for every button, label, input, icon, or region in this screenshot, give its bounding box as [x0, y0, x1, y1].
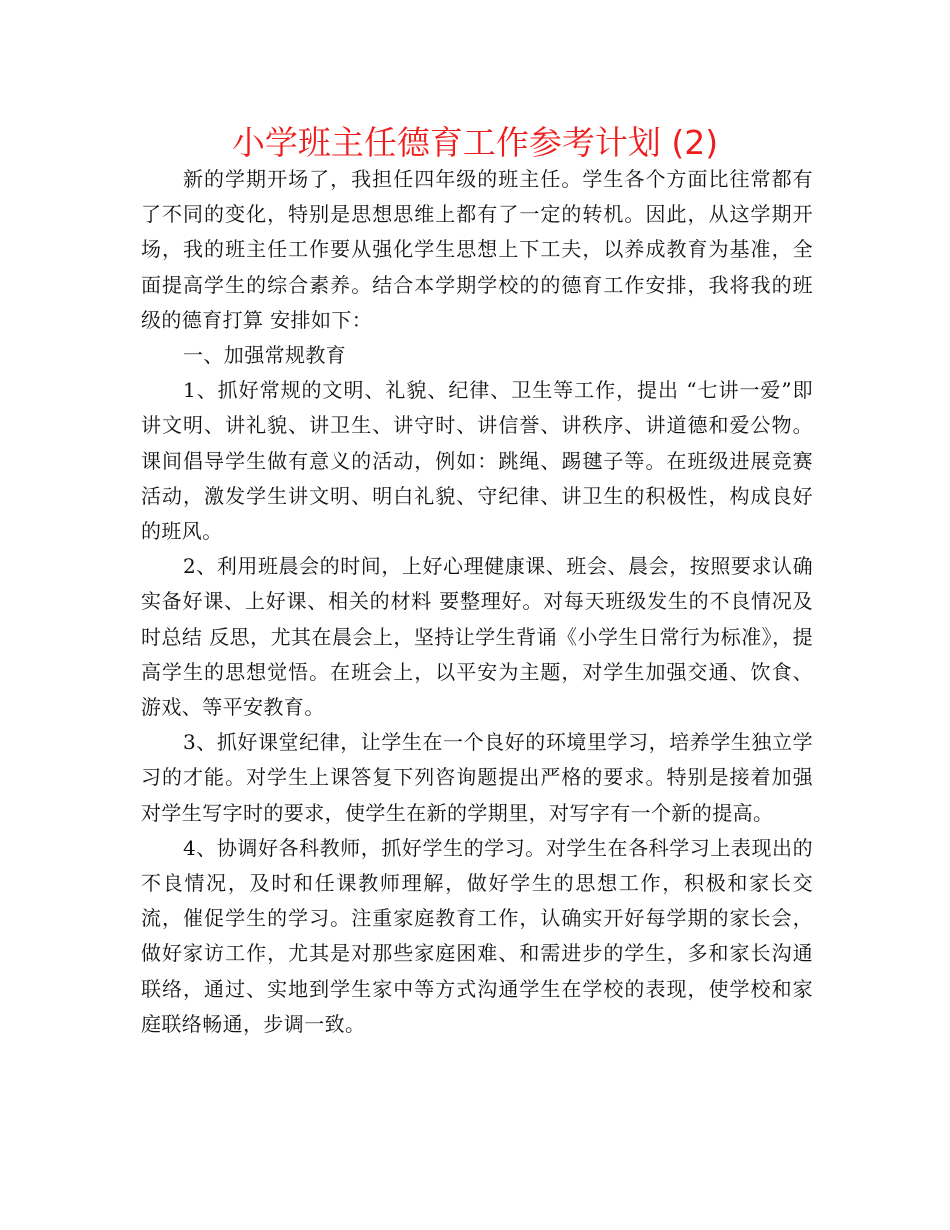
document-body	[141, 162, 813, 1042]
item-paragraph-4: 4、协调好各科教师，抓好学生的学习。对学生在各科学习上表现出的不良情况，及时和任课教师理解，做好学生的思想工作，积极和家长交流，催促学生的学习。注重家庭教育工作，认确实开好每学期的家长会，做好家访工作，尤其是对那些家庭困难、和需进步的学生，多和家长沟通联络，通过、实地到学生家中等方式沟通学生在学校的表现，使学校和家庭联络畅通，步调一致。	[141, 835, 813, 1036]
item-paragraph-1: 1、抓好常规的文明、礼貌、纪律、卫生等工作，提出 “七讲一爱”即讲文明、讲礼貌、讲卫生、讲守时、讲信誉、讲秩序、讲道德和爱公物。课间倡导学生做有意义的活动，例如：跳绳、踢毽子等。在班级进展竞赛活动，激发学生讲文明、明白礼貌、守纪律、讲卫生的积极性，构成良好的班风。	[141, 378, 813, 544]
intro-paragraph: 新的学期开场了，我担任四年级的班主任。学生各个方面比往常都有了不同的变化，特别是思想思维上都有了一定的转机。因此，从这学期开场，我的班主任工作要从强化学生思想上下工夫，以养成教育为基准，全面提高学生的综合素养。结合本学期学校的的德育工作安排，我将我的班级的德育打算 安排如下：	[141, 167, 813, 332]
document-title: 小学班主任德育工作参考计划 (2)	[231, 123, 719, 162]
item-paragraph-2: 2、利用班晨会的时间，上好心理健康课、班会、晨会，按照要求认确实备好课、上好课、相关的材料 要整理好。对每天班级发生的不良情况及时总结 反思，尤其在晨会上，坚持让学生背诵《小学生日常行为标准》，提高学生的思想觉悟。在班会上，以平安为主题，对学生加强交通、饮食、游戏、等平安教育。	[141, 554, 813, 720]
item-paragraph-3: 3、抓好课堂纪律，让学生在一个良好的环境里学习，培养学生独立学习的才能。对学生上课答复下列咨询题提出严格的要求。特别是接着加强对学生写字时的要求，使学生在新的学期里，对写字有一个新的提高。	[141, 730, 813, 825]
section-heading: 一、加强常规教育	[183, 343, 347, 368]
